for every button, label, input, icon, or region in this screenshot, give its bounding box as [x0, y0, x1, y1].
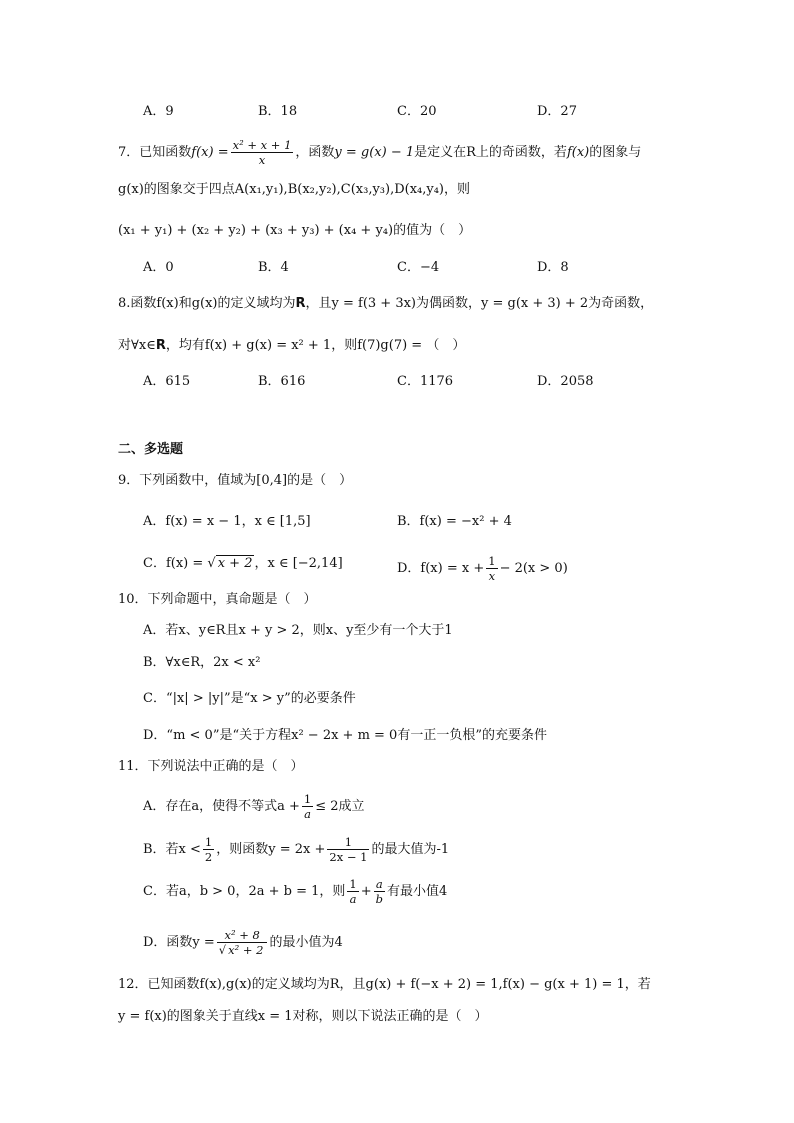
q10-option-b: B．∀x∈R，2x < x² — [143, 655, 261, 670]
q11-b-pre: B．若x < — [143, 842, 201, 857]
q8-line2-a: 对∀x∈ — [118, 338, 156, 353]
q9-option-a: A．f(x) = x − 1，x ∈ [1,5] — [143, 514, 311, 529]
q11-b-fraction2 — [327, 835, 369, 864]
q9-d-num: 1 — [488, 554, 496, 568]
q11-c-pre: C．若a，b > 0，2a + b = 1，则 — [143, 884, 346, 899]
q10-option-d: D．“m < 0”是“关于方程x² − 2x + m = 0有一正一负根”的充要条件 — [143, 728, 547, 743]
q7-mid: ，函数 — [295, 145, 335, 160]
q9-c-post: ，x ∈ [−2,14] — [254, 556, 343, 571]
q9-d-fraction — [486, 554, 497, 583]
q7-stem-line3: (x₁ + y₁) + (x₂ + y₂) + (x₃ + y₃) + (x₄ + y₄)的值为（ ） — [118, 223, 472, 238]
q9-d-den: x — [488, 569, 496, 583]
q11-stem: 11．下列说法中正确的是（ ） — [118, 759, 304, 774]
q9-stem: 9．下列函数中，值域为[0,4]的是（ ） — [118, 473, 353, 488]
q11-option-d — [143, 928, 343, 957]
q7-fraction — [231, 138, 294, 167]
q11-d-num: x² + 8 — [217, 928, 268, 943]
q11-b-den: 2 — [204, 850, 213, 864]
option-c: C．−4 — [397, 260, 440, 275]
q11-d-post: 的最小值为4 — [269, 935, 343, 950]
q12-stem-line2: y = f(x)的图象关于直线x = 1对称，则以下说法正确的是（ ） — [118, 1009, 488, 1024]
q8-line1-a: 8.函数f(x)和g(x)的定义域均为 — [118, 296, 296, 311]
q11-b-num2: 1 — [327, 835, 369, 850]
q11-option-a — [143, 792, 365, 821]
q11-b-num: 1 — [204, 835, 213, 849]
option-c: C．20 — [397, 104, 437, 119]
q7-stem-line2: g(x)的图象交于四点A(x₁,y₁),B(x₂,y₂),C(x₃,y₃),D(x₄,y₄)，则 — [118, 182, 471, 197]
q11-c-fraction1 — [347, 877, 358, 906]
q8-line2-b: ，均有f(x) + g(x) = x² + 1，则f(7)g(7) = （ ） — [165, 338, 466, 353]
q11-b-den2: 2x − 1 — [329, 850, 368, 864]
q8-R-2: R — [155, 338, 166, 353]
q11-c-num2: a — [374, 877, 385, 892]
q7-mid2: 是定义在R上的奇函数，若 — [414, 145, 567, 160]
option-d: D．27 — [537, 104, 577, 119]
q11-d-pre: D．函数y = — [143, 935, 215, 950]
option-b: B．4 — [258, 260, 289, 275]
q10-stem: 10．下列命题中，真命题是（ ） — [118, 592, 317, 607]
q7-tail: 的图象与 — [589, 145, 642, 160]
q10-option-c: C．“|x| > |y|”是“x > y”的必要条件 — [143, 691, 356, 706]
option-b: B．18 — [258, 104, 298, 119]
q7-stem-line1 — [118, 138, 641, 167]
q12-stem-line1: 12．已知函数f(x),g(x)的定义域均为R，且g(x) + f(−x + 2) = 1,f(x) − g(x + 1) = 1，若 — [118, 977, 651, 992]
q9-option-d — [397, 554, 568, 583]
q11-c-num: 1 — [349, 877, 357, 891]
q11-a-post: ≤ 2成立 — [315, 799, 365, 814]
q8-stem-line2 — [118, 336, 465, 356]
q11-a-num: 1 — [303, 792, 312, 806]
option-a: A．9 — [143, 104, 174, 119]
q11-a-den: a — [304, 807, 312, 821]
q11-c-den: a — [349, 892, 357, 906]
option-c: C．1176 — [397, 374, 454, 389]
section-heading: 二、多选题 — [118, 442, 184, 457]
q7-frac-den: x — [258, 153, 266, 167]
q11-a-fraction — [302, 792, 313, 821]
q9-option-b: B．f(x) = −x² + 4 — [397, 514, 512, 529]
q10-option-a: A．若x、y∈R且x + y > 2，则x、y至少有一个大于1 — [143, 623, 453, 638]
q9-option-c: C．f(x) = √ x + 2 ，x ∈ [−2,14] — [143, 556, 343, 571]
q7-fx: f(x) = — [191, 145, 229, 160]
q11-option-c — [143, 877, 447, 906]
q11-b-fraction1 — [203, 835, 214, 864]
q8-line1-b: ，且y = f(3 + 3x)为偶函数，y = g(x + 3) + 2为奇函数， — [305, 296, 654, 311]
q11-b-mid: ，则函数y = 2x + — [216, 842, 326, 857]
q11-c-den2: b — [375, 892, 383, 906]
option-a: A．0 — [143, 260, 174, 275]
option-a: A．615 — [143, 374, 191, 389]
q7-fx2: f(x) — [566, 145, 590, 160]
q8-stem-line1 — [118, 294, 653, 314]
q11-b-post: 的最大值为-1 — [371, 842, 450, 857]
q11-a-pre: A．存在a，使得不等式a + — [143, 799, 300, 814]
q11-c-plus: + — [360, 884, 372, 899]
q11-d-den: x² + 2 — [228, 943, 264, 957]
q11-option-b — [143, 835, 449, 864]
q8-R: R — [295, 296, 306, 311]
q11-c-post: 有最小值4 — [387, 884, 448, 899]
q7-prefix: 7．已知函数 — [118, 145, 192, 160]
q7-frac-num: x² + x + 1 — [232, 138, 292, 152]
option-d: D．8 — [537, 260, 569, 275]
q9-c-pre: C．f(x) = — [143, 556, 208, 571]
q9-c-radicand: x + 2 — [217, 556, 253, 571]
q11-d-fraction: $\frac{\text{x² + 8}}{\text{√ x² + 2}}$ — [217, 928, 268, 957]
q11-c-fraction2 — [374, 877, 385, 906]
option-b: B．616 — [258, 374, 306, 389]
q9-d-pre: D．f(x) = x + — [397, 561, 485, 576]
option-d: D．2058 — [537, 374, 594, 389]
q9-d-post: − 2(x > 0) — [499, 561, 568, 576]
q7-gfun: y = g(x) − 1 — [334, 145, 415, 160]
